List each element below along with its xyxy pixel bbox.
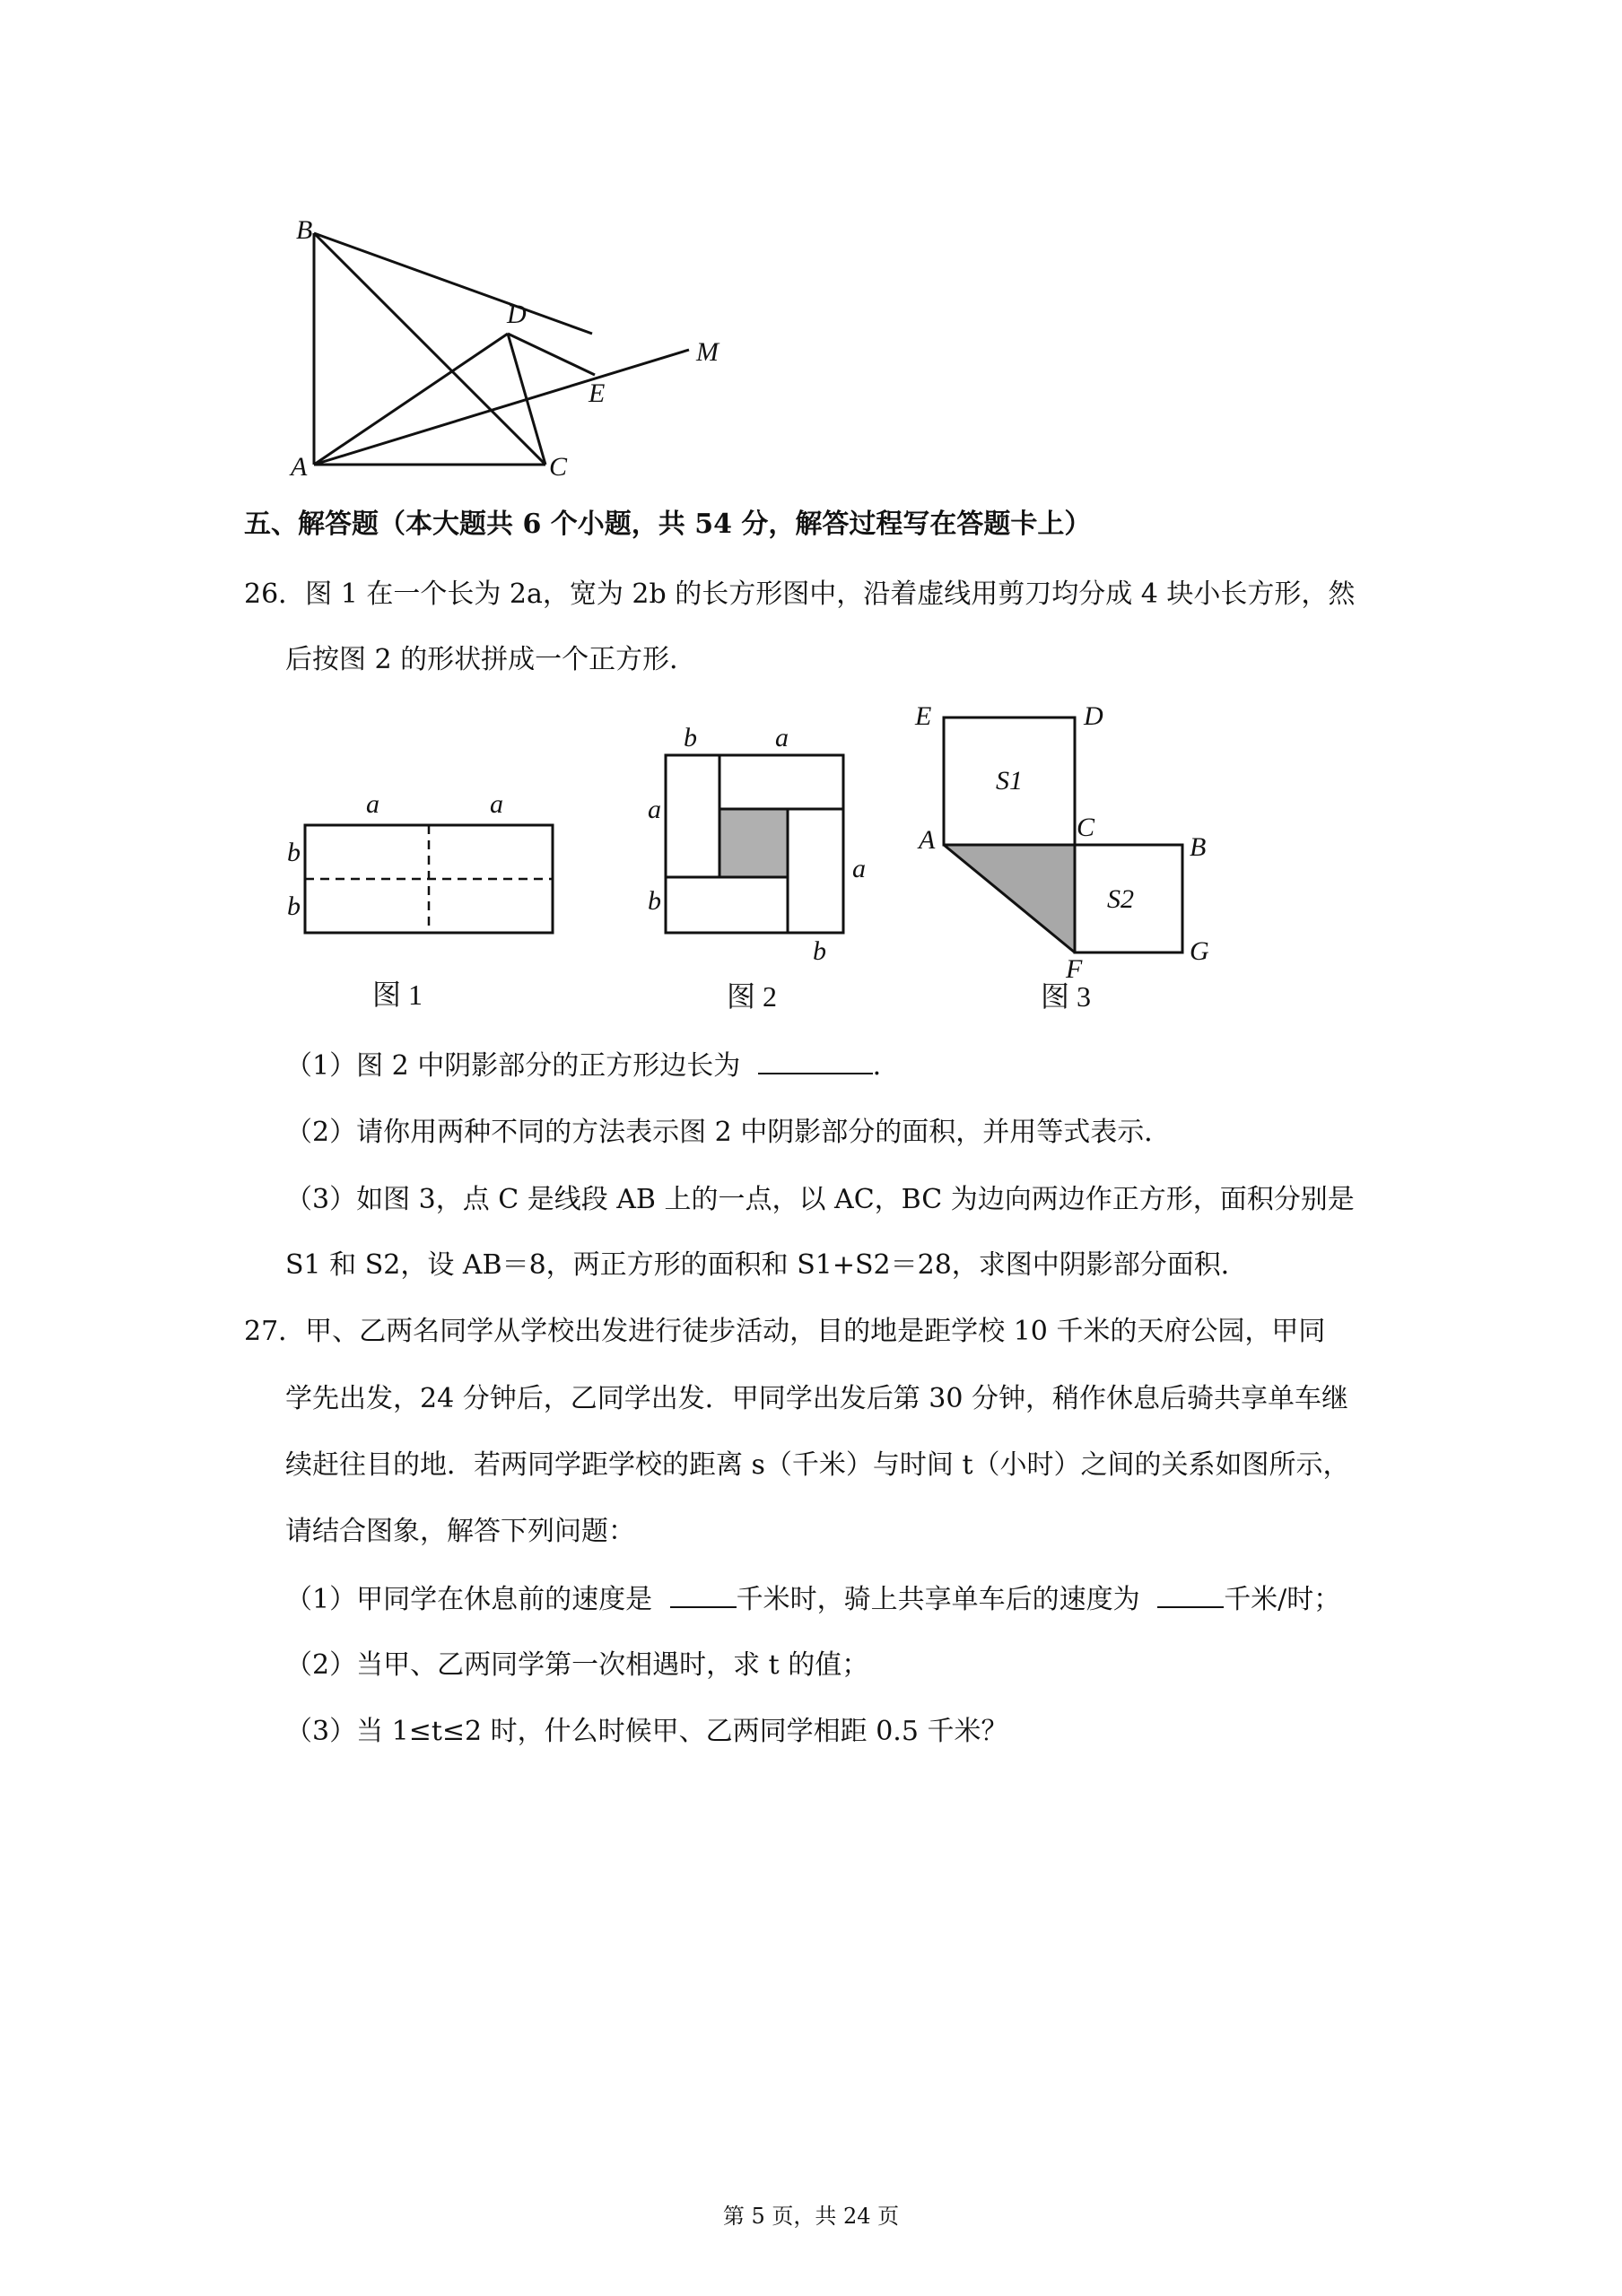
q26-part-1-answer-blank[interactable]	[758, 1048, 873, 1074]
fig3-label-s2: S2	[1107, 884, 1134, 914]
point-label-d: D	[507, 300, 527, 329]
fig3-caption: 图 3	[1041, 980, 1092, 1013]
fig1-label-b-bottom: b	[287, 891, 301, 921]
q27-part-1-text-b: 千米时，骑上共享单车后的速度为	[736, 1584, 1140, 1615]
fig2-label-a-right: a	[852, 854, 866, 883]
q26-part-3-line-2: S1 和 S2，设 AB＝8，两正方形的面积和 S1+S2＝28，求图中阴影部分面积．	[285, 1249, 1248, 1281]
fig2-label-a-left: a	[648, 795, 661, 824]
ray-am	[314, 350, 689, 465]
q27-part-2: （2）当甲、乙两同学第一次相遇时，求 t 的值；	[285, 1649, 869, 1681]
q26-stem-line-2: 后按图 2 的形状拼成一个正方形．	[285, 644, 697, 675]
q27-stem-line-3: 续赶往目的地．若两同学距学校的距离 s（千米）与时间 t（小时）之间的关系如图所示，	[285, 1449, 1350, 1481]
top-geometry-figure	[269, 206, 736, 493]
q27-part-1-text-a: （1）甲同学在休息前的速度是	[285, 1584, 653, 1615]
fig2-shaded-square	[719, 809, 788, 877]
q26-part-1-text: （1）图 2 中阴影部分的正方形边长为	[285, 1050, 741, 1082]
q26-figure-3	[906, 691, 1211, 1031]
q27-part-1	[285, 1581, 1340, 1618]
point-label-e: E	[589, 378, 606, 408]
q27-part-1-answer-blank-2[interactable]	[1157, 1581, 1224, 1608]
fig3-label-f: F	[1066, 954, 1083, 984]
q27-part-3: （3）当 1≤t≤2 时，什么时候甲、乙两同学相距 0.5 千米？	[285, 1716, 1008, 1747]
segment-bd	[314, 233, 592, 334]
q26-stem-line-1: 26．图 1 在一个长为 2a，宽为 2b 的长方形图中，沿着虚线用剪刀均分成 4 块小长方形，然	[244, 578, 1356, 610]
q26-part-3-line-1: （3）如图 3，点 C 是线段 AB 上的一点，以 AC，BC 为边向两边作正方形，面积分别是	[285, 1184, 1355, 1215]
fig2-caption: 图 2	[727, 980, 778, 1013]
q27-part-1-text-c: 千米/时；	[1224, 1584, 1341, 1615]
point-label-a: A	[291, 452, 308, 482]
fig3-label-s1: S1	[996, 766, 1023, 796]
fig3-label-e: E	[915, 701, 932, 731]
fig1-label-a-left: a	[366, 789, 379, 819]
point-label-c: C	[549, 452, 568, 482]
q26-figure-2	[637, 718, 879, 1031]
fig3-label-g: G	[1190, 936, 1209, 966]
section-heading: 五、解答题（本大题共 6 个小题，共 54 分，解答过程写在答题卡上）	[244, 509, 1092, 540]
fig2-label-b-bottom: b	[813, 936, 826, 966]
fig3-label-a: A	[919, 825, 936, 855]
fig3-label-c: C	[1077, 813, 1095, 842]
q26-part-1-end: ．	[872, 1050, 900, 1082]
fig2-label-b-top: b	[684, 723, 697, 752]
point-label-b: B	[296, 215, 313, 245]
fig1-label-b-top: b	[287, 838, 301, 867]
q27-stem-line-2: 学先出发，24 分钟后，乙同学出发．甲同学出发后第 30 分钟，稍作休息后骑共享单车继	[285, 1383, 1348, 1414]
segment-de	[508, 334, 595, 375]
fig2-label-b-left: b	[648, 886, 661, 916]
q26-part-2: （2）请你用两种不同的方法表示图 2 中阴影部分的面积，并用等式表示．	[285, 1117, 1172, 1148]
fig3-label-d: D	[1084, 701, 1103, 731]
fig1-caption: 图 1	[372, 978, 423, 1011]
q26-figure-1	[269, 780, 574, 1031]
q27-stem-line-1: 27．甲、乙两名同学从学校出发进行徒步活动，目的地是距学校 10 千米的天府公园，甲同	[244, 1316, 1326, 1347]
page-footer: 第 5 页，共 24 页	[722, 2204, 900, 2229]
q27-stem-line-4: 请结合图象，解答下列问题：	[285, 1516, 635, 1547]
q26-part-1	[285, 1048, 900, 1084]
fig2-label-a-top: a	[775, 723, 789, 752]
point-label-m: M	[696, 337, 719, 367]
fig1-label-a-right: a	[490, 789, 503, 819]
fig3-label-b: B	[1190, 832, 1207, 862]
q27-part-1-answer-blank-1[interactable]	[670, 1581, 737, 1608]
